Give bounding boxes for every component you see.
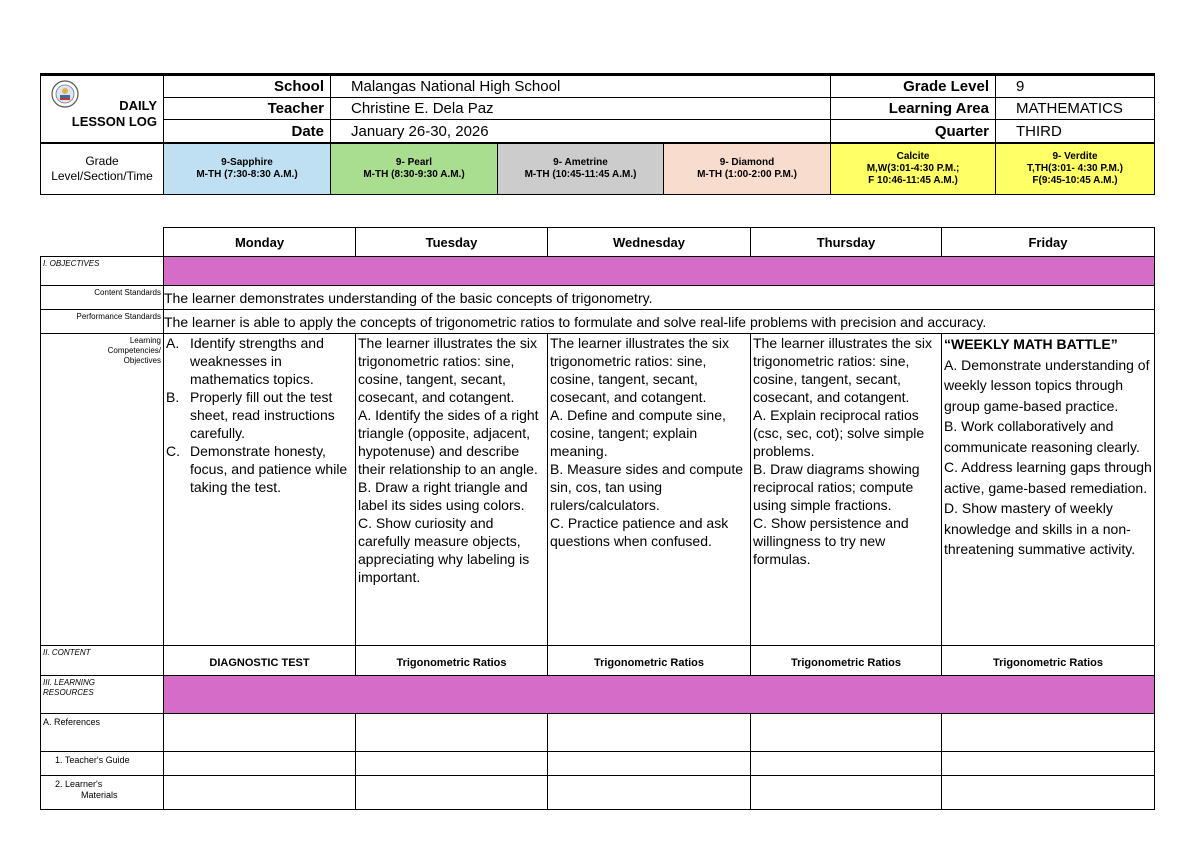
day-header-wednesday: Wednesday: [548, 228, 751, 257]
day-header-tuesday: Tuesday: [356, 228, 548, 257]
cell: [356, 752, 548, 776]
section-sapphire: 9-Sapphire M-TH (7:30-8:30 A.M.): [164, 144, 331, 195]
quarter-value: THIRD: [996, 120, 1155, 143]
content-tuesday: Trigonometric Ratios: [356, 646, 548, 676]
cell: [751, 714, 942, 752]
cell: [942, 714, 1155, 752]
cell: [164, 776, 356, 810]
learning-area-value: MATHEMATICS: [996, 97, 1155, 120]
grade-level-label: Grade Level: [831, 75, 996, 98]
cell: [548, 776, 751, 810]
date-value: January 26-30, 2026: [331, 120, 831, 143]
content-wednesday: Trigonometric Ratios: [548, 646, 751, 676]
header-table: [40, 73, 1155, 143]
school-value: Malangas National High School: [331, 75, 831, 98]
content-standards-text: The learner demonstrates understanding of the basic concepts of trigonometry.: [164, 286, 1155, 310]
objectives-label: I. OBJECTIVES: [41, 257, 164, 286]
content-label: II. CONTENT: [41, 646, 164, 676]
content-friday: Trigonometric Ratios: [942, 646, 1155, 676]
learning-competencies-label: Learning Competencies/ Objectives: [41, 334, 164, 646]
cell: [356, 776, 548, 810]
learning-area-label: Learning Area: [831, 97, 996, 120]
cell: [548, 714, 751, 752]
date-label: Date: [164, 120, 331, 143]
performance-standards-text: The learner is able to apply the concepts of trigonometric ratios to formulate and solve real-life problems with precision and accuracy.: [164, 310, 1155, 334]
list-item: C. Demonstrate honesty, focus, and patience while taking the test.: [166, 443, 348, 495]
cell: [164, 752, 356, 776]
references-label: A. References: [41, 714, 164, 752]
teacher-label: Teacher: [164, 97, 331, 120]
cell: [548, 752, 751, 776]
friday-activity-title: “WEEKLY MATH BATTLE”: [944, 336, 1118, 352]
list-item: B. Properly fill out the test sheet, read instructions carefully.: [166, 389, 335, 441]
competencies-thursday: The learner illustrates the six trigonometric ratios: sine, cosine, tangent, secant, cosecant, and cotangent. A. Explain reciprocal ratios (csc, sec, cot); solve simple problems. B. Draw diagrams showing reciprocal ratios; compute using simple fractions. C. Show persistence and willingness to try new formulas.: [751, 334, 942, 646]
grade-level-value: 9: [996, 75, 1155, 98]
sections-table: [40, 143, 1155, 195]
dll-title: DAILY LESSON LOG: [71, 98, 157, 129]
competencies-wednesday: The learner illustrates the six trigonometric ratios: sine, cosine, tangent, secant, cosecant, and cotangent. A. Define and compute sine, cosine, tangent; explain meaning. B. Measure sides and compute sin, cos, tan using rulers/calculators. C. Practice patience and ask questions when confused.: [548, 334, 751, 646]
section-diamond: 9- Diamond M-TH (1:00-2:00 P.M.): [664, 144, 831, 195]
learning-resources-band: [164, 676, 1155, 714]
section-verdite: 9- Verdite T,TH(3:01- 4:30 P.M.) F(9:45-10:45 A.M.): [996, 144, 1155, 195]
cell: [942, 776, 1155, 810]
day-header-friday: Friday: [942, 228, 1155, 257]
objectives-band: [164, 257, 1155, 286]
cell: [942, 752, 1155, 776]
list-item: A. Identify strengths and weaknesses in mathematics topics.: [166, 335, 324, 387]
dll-logo-cell: [41, 75, 164, 143]
grade-level-section-time-label: Grade Level/Section/Time: [41, 144, 164, 195]
cell: [164, 714, 356, 752]
performance-standards-label: Performance Standards: [41, 310, 164, 334]
teachers-guide-label: 1. Teacher's Guide: [41, 752, 164, 776]
competencies-tuesday: The learner illustrates the six trigonometric ratios: sine, cosine, tangent, secant, cosecant, and cotangent. A. Identify the sides of a right triangle (opposite, adjacent, hypotenuse) and describe their relationship to an angle. B. Draw a right triangle and label its sides using colors. C. Show curiosity and carefully measure objects, appreciating why labeling is important.: [356, 334, 548, 646]
quarter-label: Quarter: [831, 120, 996, 143]
cell: [751, 776, 942, 810]
cell: [751, 752, 942, 776]
teacher-value: Christine E. Dela Paz: [331, 97, 831, 120]
section-ametrine: 9- Ametrine M-TH (10:45-11:45 A.M.): [498, 144, 664, 195]
school-label: School: [164, 75, 331, 98]
cell: [356, 714, 548, 752]
day-header-monday: Monday: [164, 228, 356, 257]
corner-cell: [41, 228, 164, 257]
competencies-friday: “WEEKLY MATH BATTLE” A. Demonstrate understanding of weekly lesson topics through group game-based practice. B. Work collaboratively and communicate reasoning clearly. C. Address learning gaps through active, game-based remediation. D. Show mastery of weekly knowledge and skills in a non-threatening summative activity.: [942, 334, 1155, 646]
day-header-thursday: Thursday: [751, 228, 942, 257]
lesson-log-table: [40, 227, 1155, 810]
learning-resources-label: III. LEARNING RESOURCES: [41, 676, 164, 714]
content-standards-label: Content Standards: [41, 286, 164, 310]
learners-materials-label: 2. Learner's Materials: [41, 776, 164, 810]
competencies-monday: [164, 334, 356, 646]
section-calcite: Calcite M,W(3:01-4:30 P.M.; F 10:46-11:45 A.M.): [831, 144, 996, 195]
content-thursday: Trigonometric Ratios: [751, 646, 942, 676]
content-monday: DIAGNOSTIC TEST: [164, 646, 356, 676]
section-pearl: 9- Pearl M-TH (8:30-9:30 A.M.): [331, 144, 498, 195]
